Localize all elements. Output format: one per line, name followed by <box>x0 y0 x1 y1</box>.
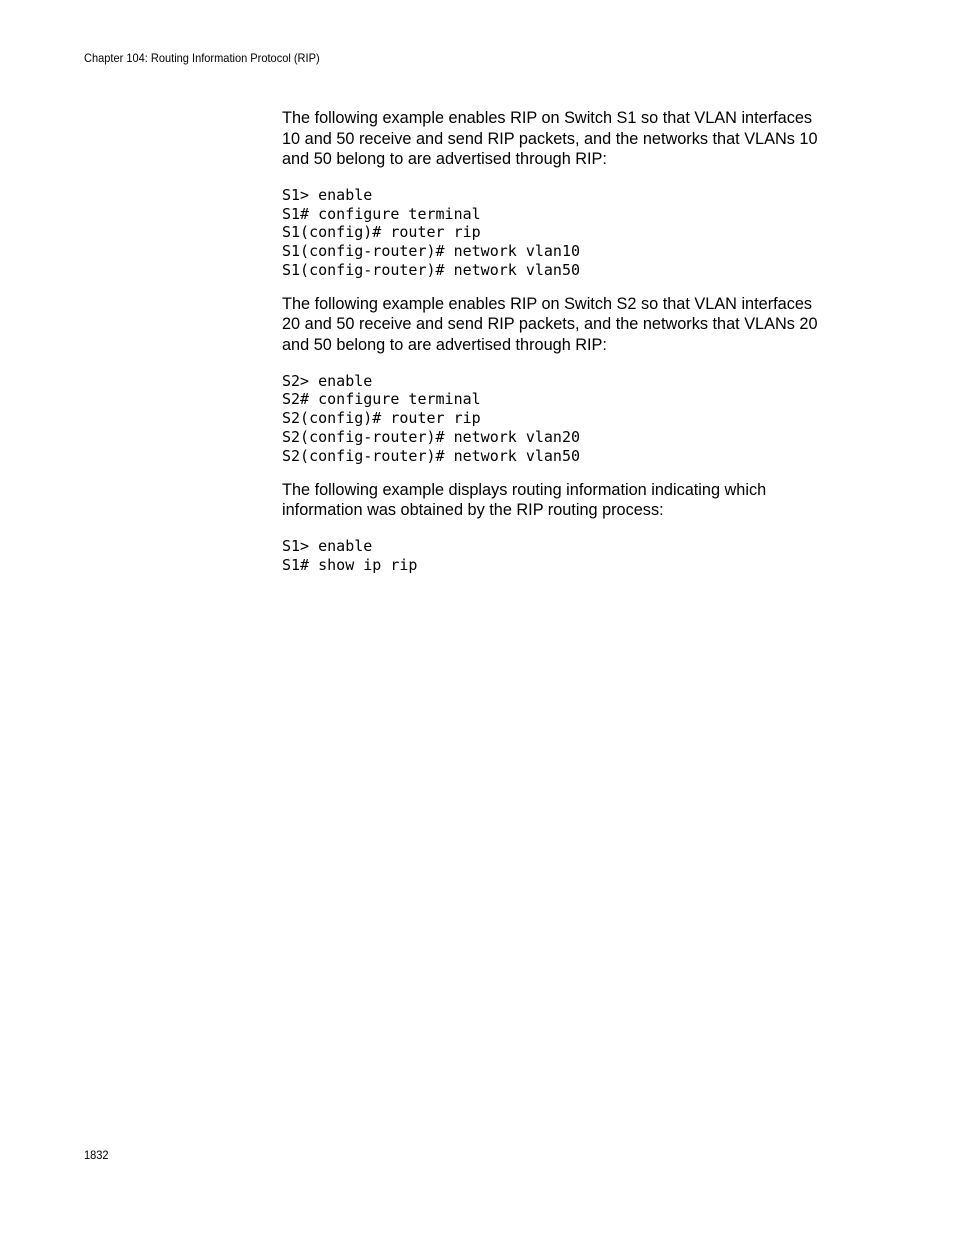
code-block-s1-config <box>282 186 852 280</box>
section-show-rip-example <box>282 480 852 575</box>
paragraph-line: information was obtained by the RIP routing process: <box>282 501 664 520</box>
code-line: S1> enable <box>282 536 373 555</box>
paragraph-line: The following example enables RIP on Switch S2 so that VLAN interfaces <box>282 294 813 313</box>
paragraph-line: and 50 belong to are advertised through RIP: <box>282 150 607 169</box>
section-s2-example <box>282 294 852 466</box>
running-header: Chapter 104: Routing Information Protocol (RIP) <box>84 51 320 65</box>
code-line: S2(config-router)# network vlan20 <box>282 427 581 446</box>
code-line: S1(config-router)# network vlan10 <box>282 242 581 261</box>
paragraph-s1-description <box>282 108 852 170</box>
page-content <box>282 108 852 574</box>
code-block-s2-config <box>282 372 852 466</box>
code-line: S1> enable <box>282 185 373 204</box>
paragraph-line: 10 and 50 receive and send RIP packets, and the networks that VLANs 10 <box>282 129 818 148</box>
section-s1-example <box>282 108 852 280</box>
code-line: S1# show ip rip <box>282 555 418 574</box>
code-block-show-rip <box>282 537 852 575</box>
code-line: S2> enable <box>282 371 373 390</box>
paragraph-line: and 50 belong to are advertised through RIP: <box>282 335 607 354</box>
paragraph-line: 20 and 50 receive and send RIP packets, and the networks that VLANs 20 <box>282 315 818 334</box>
page-number: 1832 <box>84 1148 109 1162</box>
code-line: S2(config)# router rip <box>282 409 481 428</box>
code-line: S1(config)# router rip <box>282 223 481 242</box>
paragraph-s2-description <box>282 294 852 356</box>
code-line: S1# configure terminal <box>282 204 481 223</box>
paragraph-show-rip-description <box>282 480 852 521</box>
paragraph-line: The following example enables RIP on Switch S1 so that VLAN interfaces <box>282 109 813 127</box>
code-line: S2# configure terminal <box>282 390 481 409</box>
paragraph-line: The following example displays routing information indicating which <box>282 480 767 499</box>
code-line: S2(config-router)# network vlan50 <box>282 446 581 465</box>
code-line: S1(config-router)# network vlan50 <box>282 260 581 279</box>
